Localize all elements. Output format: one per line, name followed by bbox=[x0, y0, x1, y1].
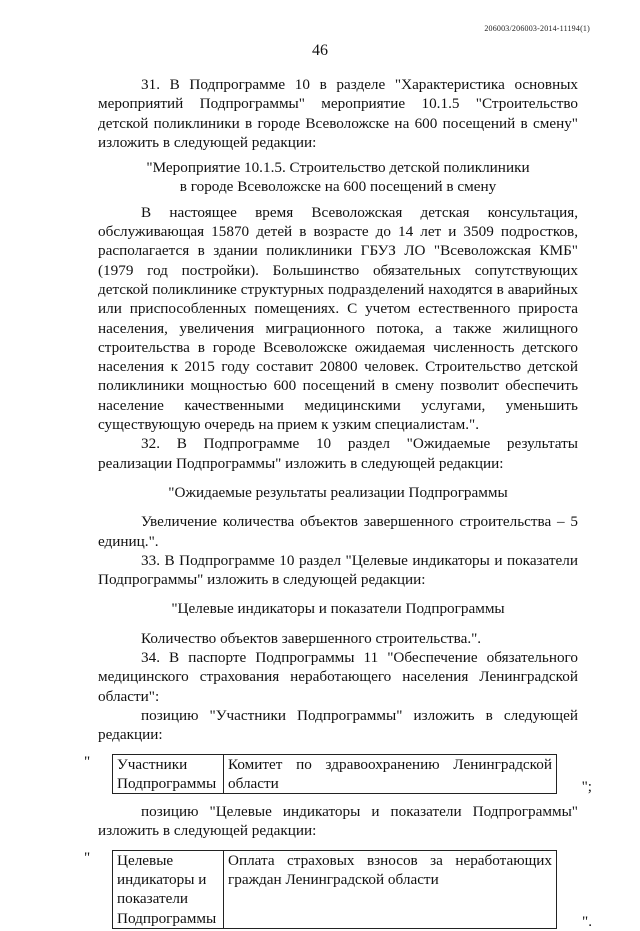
paragraph-34-participants: позицию "Участники Подпрограммы" изложить в следующей редакции: bbox=[98, 706, 578, 744]
table-row bbox=[113, 850, 557, 928]
paragraph-31-body: В настоящее время Всеволожская детская консультация, обслуживающая 15870 детей в возрасте до 14 лет и 3509 подростков, располагается в здании поликлиники ГБУЗ ЛО "Всеволожская КМБ" (1979 год постройки). Большинство обязательных сопутствующих детской поликлинике структурных подразделений находятся в аварийных или приспособленных помещениях. С учетом естественного прироста населения, увеличения миграционного потока, а также жилищного строительства в городе Всеволожске ожидаемая численность детского населения к 2015 году составит 20800 человек. Строительство детской поликлиники мощностью 600 посещений в смену позволит обеспечить население качественными медицинскими услугами, уменьшить существующую очередь на прием к узким специалистам.". bbox=[98, 203, 578, 434]
heading-measure-line1: "Мероприятие 10.1.5. Строительство детской поликлиники bbox=[146, 159, 530, 177]
document-code: 206003/206003-2014-11194(1) bbox=[484, 24, 590, 33]
close-quote: ". bbox=[582, 912, 592, 930]
participants-label: Участники Подпрограммы bbox=[113, 754, 224, 794]
paragraph-33-body: Количество объектов завершенного строительства.". bbox=[141, 629, 482, 647]
indicators-label: Целевые индикаторы и показатели Подпрограммы bbox=[113, 850, 224, 928]
participants-table bbox=[112, 754, 557, 795]
participants-table-block bbox=[84, 752, 592, 795]
table-row bbox=[113, 754, 557, 794]
heading-expected-results: "Ожидаемые результаты реализации Подпрограммы bbox=[168, 483, 508, 501]
indicators-table-block bbox=[84, 848, 592, 930]
document-body bbox=[84, 75, 592, 930]
indicators-table bbox=[112, 850, 557, 929]
participants-value: Комитет по здравоохранению Ленинградской области bbox=[224, 754, 557, 794]
close-quote: "; bbox=[581, 777, 592, 795]
paragraph-32: 32. В Подпрограмме 10 раздел "Ожидаемые результаты реализации Подпрограммы" изложить в следующей редакции: bbox=[98, 435, 578, 472]
indicators-value: Оплата страховых взносов за неработающих граждан Ленинградской области bbox=[224, 850, 557, 928]
heading-target-indicators: "Целевые индикаторы и показатели Подпрограммы bbox=[171, 600, 505, 618]
paragraph-33: 33. В Подпрограмме 10 раздел "Целевые индикаторы и показатели Подпрограммы" изложить в следующей редакции: bbox=[98, 551, 578, 589]
open-quote: " bbox=[84, 848, 91, 866]
paragraph-34-indicators: позицию "Целевые индикаторы и показатели Подпрограммы" изложить в следующей редакции: bbox=[98, 803, 578, 840]
page-number: 46 bbox=[312, 42, 328, 59]
paragraph-34: 34. В паспорте Подпрограммы 11 "Обеспечение обязательного медицинского страхования неработающего населения Ленинградской области": bbox=[98, 649, 578, 705]
paragraph-31: 31. В Подпрограмме 10 в разделе "Характеристика основных мероприятий Подпрограммы" мероприятие 10.1.5 "Строительство детской поликлиники в городе Всеволожске на 600 посещений в смену" изложить в следующей редакции: bbox=[98, 76, 578, 151]
paragraph-32-body: Увеличение количества объектов завершенного строительства – 5 единиц.". bbox=[98, 513, 578, 550]
open-quote: " bbox=[84, 752, 91, 770]
heading-measure-line2: в городе Всеволожске на 600 посещений в смену bbox=[179, 178, 497, 196]
